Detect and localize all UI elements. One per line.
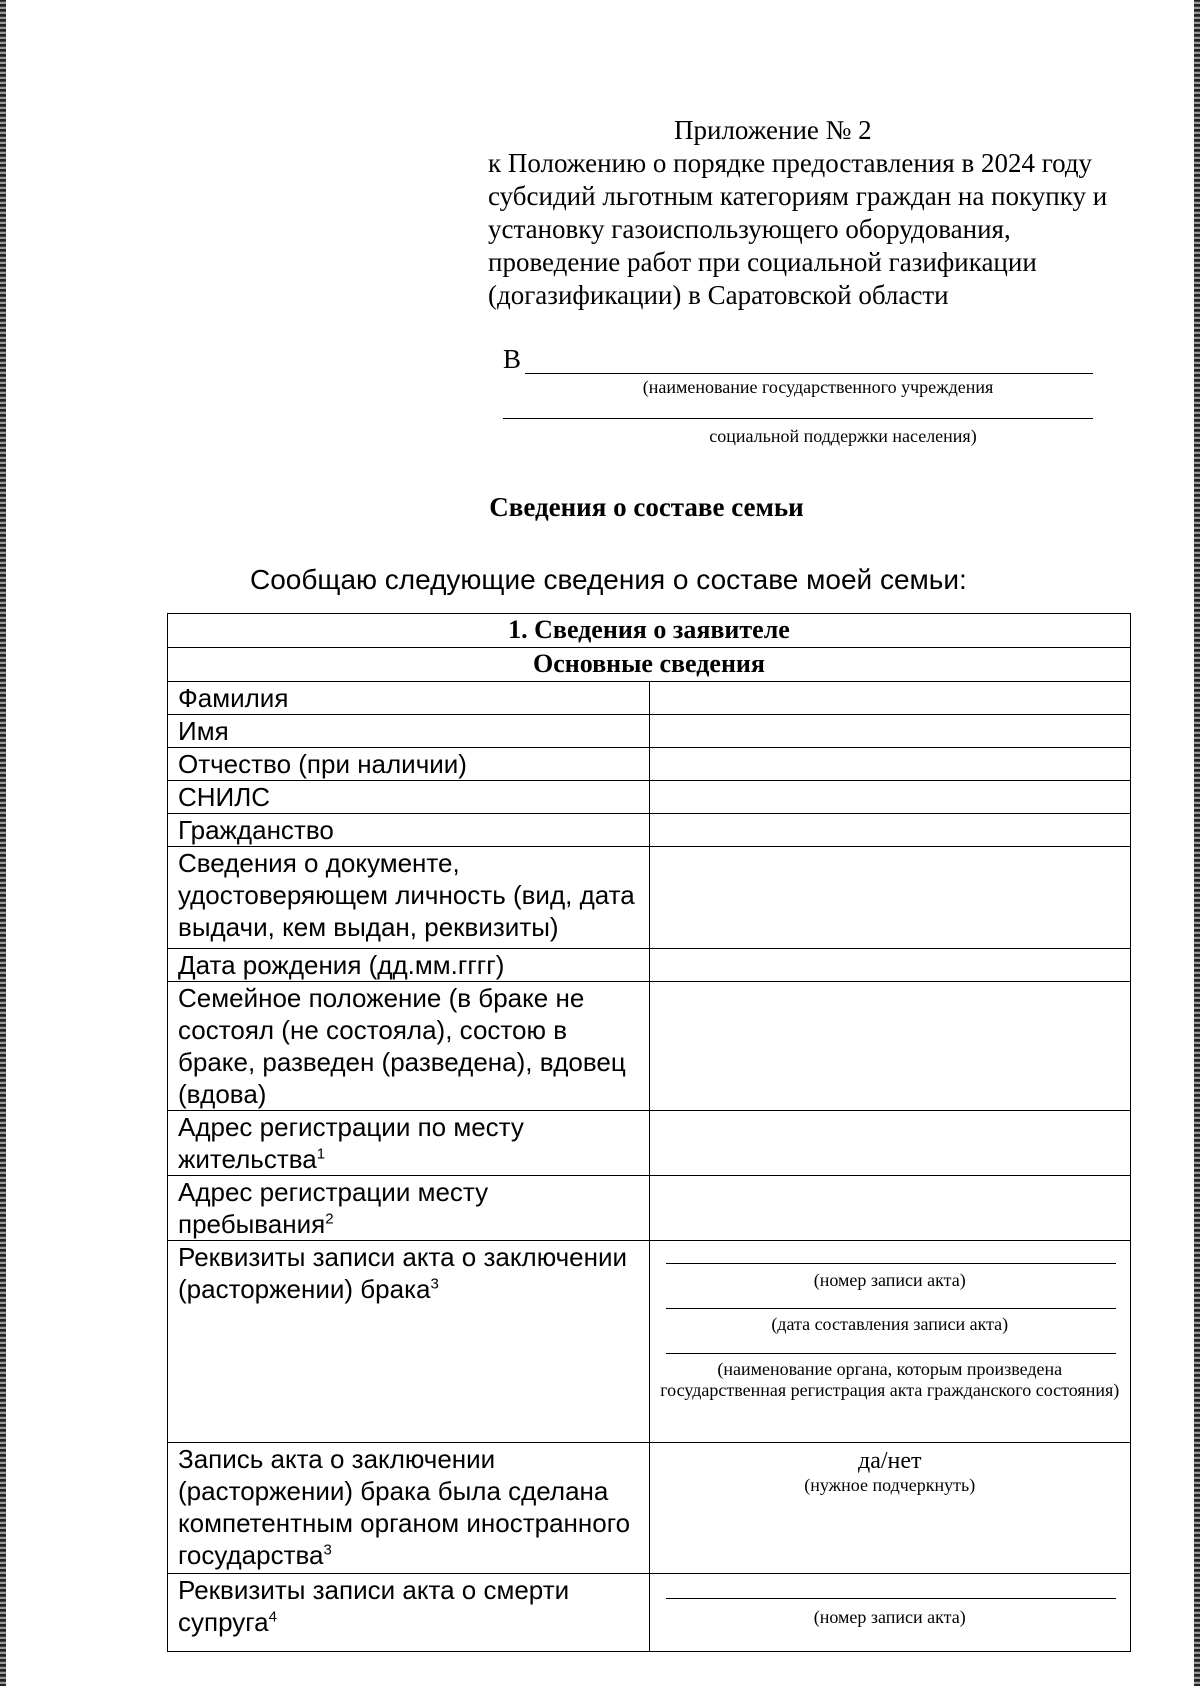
record-date-caption: (дата составления записи акта)	[771, 1314, 1009, 1334]
subsection-title: Основные сведения	[168, 648, 1131, 682]
value-foreign-record	[649, 1443, 1131, 1574]
footnote-mark: 4	[268, 1608, 277, 1626]
table-row	[168, 1176, 1131, 1241]
label-name: Имя	[168, 715, 650, 748]
addressee-prefix: В	[503, 344, 522, 374]
label-id-document: Сведения о документе, удостоверяющем личность (вид, дата выдачи, кем выдан, реквизиты)	[168, 847, 650, 949]
table-row	[168, 1111, 1131, 1176]
label-surname: Фамилия	[168, 682, 650, 715]
value-id-document[interactable]	[649, 847, 1131, 949]
table-row	[168, 982, 1131, 1111]
page-edge-left	[0, 0, 6, 1686]
annex-title: Приложение № 2	[674, 115, 872, 145]
addressee-fill-line[interactable]	[525, 345, 1093, 374]
table-row	[168, 949, 1131, 982]
page-edge-right	[1194, 0, 1200, 1686]
label-birth-date: Дата рождения (дд.мм.гггг)	[168, 949, 650, 982]
value-marital-status[interactable]	[649, 982, 1131, 1111]
addressee-caption-2: социальной поддержки населения)	[709, 426, 977, 446]
table-row	[168, 1241, 1131, 1443]
registry-body-caption: (наименование органа, которым произведена государственная регистрация акта гражданского состояния)	[660, 1359, 1120, 1400]
section-title: 1. Сведения о заявителе	[168, 614, 1131, 648]
death-record-number-line[interactable]	[666, 1574, 1117, 1599]
footnote-mark: 3	[430, 1275, 439, 1293]
value-snils[interactable]	[649, 781, 1131, 814]
value-birth-date[interactable]	[649, 949, 1131, 982]
label-patronymic: Отчество (при наличии)	[168, 748, 650, 781]
label-marital-status: Семейное положение (в браке не состоял (не состояла), состою в браке, разведен (разведена), вдовец (вдова)	[168, 982, 650, 1111]
table-row	[168, 814, 1131, 847]
value-marriage-record	[649, 1241, 1131, 1443]
table-row	[168, 781, 1131, 814]
value-citizenship[interactable]	[649, 814, 1131, 847]
value-surname[interactable]	[649, 682, 1131, 715]
value-patronymic[interactable]	[649, 748, 1131, 781]
value-reg-stay[interactable]	[649, 1176, 1131, 1241]
label-marriage-record: Реквизиты записи акта о заключении (расторжении) брака$^3$	[168, 1241, 650, 1443]
record-number-caption: (номер записи акта)	[813, 1270, 966, 1290]
value-death-record	[649, 1574, 1131, 1652]
table-row	[168, 748, 1131, 781]
addressee-caption-1: (наименование государственного учреждения	[642, 377, 994, 397]
table-row	[168, 1574, 1131, 1652]
footnote-mark: 3	[323, 1541, 332, 1559]
annex-block	[488, 114, 1128, 312]
intro-text: Сообщаю следующие сведения о составе моей семьи:	[250, 564, 967, 595]
annex-body: к Положению о порядке предоставления в 2024 году субсидий льготным категориям граждан на покупку и установку газоиспользующего оборудования, проведение работ при социальной газификации (догазификации) в Саратовской области	[488, 148, 1108, 310]
applicant-table	[167, 613, 1131, 1652]
table-row	[168, 1443, 1131, 1574]
footnote-mark: 1	[316, 1145, 326, 1163]
table-row	[168, 682, 1131, 715]
yes-no-option[interactable]: да/нет	[857, 1448, 922, 1474]
value-name[interactable]	[649, 715, 1131, 748]
label-death-record: Реквизиты записи акта о смерти супруга$^4$	[168, 1574, 650, 1652]
table-row	[168, 715, 1131, 748]
addressee-block	[503, 340, 1093, 447]
label-citizenship: Гражданство	[168, 814, 650, 847]
underline-hint: (нужное подчеркнуть)	[804, 1475, 976, 1495]
registry-body-line[interactable]	[666, 1335, 1117, 1354]
value-reg-residence[interactable]	[649, 1111, 1131, 1176]
record-number-line[interactable]	[666, 1241, 1117, 1264]
record-date-line[interactable]	[666, 1291, 1117, 1309]
label-reg-stay: Адрес регистрации месту пребывания$^2$	[168, 1176, 650, 1241]
death-record-number-caption: (номер записи акта)	[813, 1607, 966, 1627]
footnote-mark: 2	[325, 1210, 334, 1228]
label-foreign-record: Запись акта о заключении (расторжении) брака была сделана компетентным органом иностранного государства$^3$	[168, 1443, 650, 1574]
label-reg-residence: Адрес регистрации по месту жительства$^1$	[168, 1111, 650, 1176]
table-row	[168, 847, 1131, 949]
label-snils: СНИЛС	[168, 781, 650, 814]
addressee-fill-line-2[interactable]	[503, 398, 1093, 419]
document-heading: Сведения о составе семьи	[489, 492, 804, 522]
